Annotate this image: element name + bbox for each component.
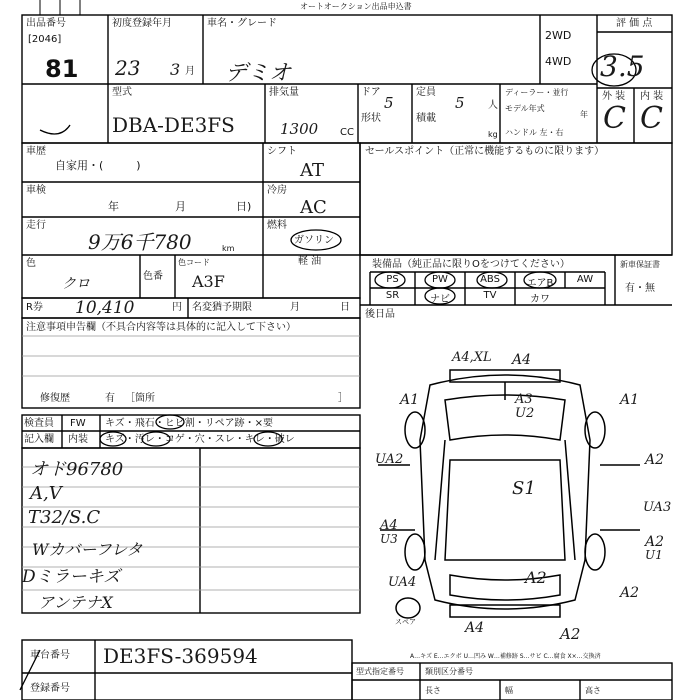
inspector-inner: 内装 (68, 434, 88, 445)
inspection-day: 日) (236, 200, 252, 213)
equip-sr: SR (385, 290, 400, 301)
form-width: 幅 (505, 686, 513, 695)
equip-tv: TV (483, 290, 497, 301)
dmg-mark: U1 (645, 548, 663, 562)
form-length: 長さ (425, 686, 441, 695)
dmg-mark: UA3 (643, 500, 672, 515)
reg-expiry-month: 月 (290, 302, 300, 313)
doors-label: ドア (361, 87, 381, 98)
dmg-mark: A3 (515, 392, 533, 407)
dmg-mark: U3 (380, 532, 398, 546)
load-unit: kg (488, 130, 498, 139)
history-value: 自家用・( ) (55, 159, 141, 172)
inspector-fw: FW (70, 418, 86, 429)
grade-value: 3.5 (600, 50, 645, 83)
hw-note-2: A,V (30, 483, 62, 504)
hw-note-6: アンテナX (38, 593, 113, 612)
model-label: 型式 (112, 87, 132, 98)
dmg-mark: UA2 (375, 452, 404, 467)
repair-place: ［箇所 (125, 393, 155, 404)
lot-no-value: 81 (45, 55, 79, 83)
inspector-label: 検査員 (24, 418, 54, 429)
inspector-row1: キズ・飛石・ヒビ割・リペア跡・×要 (105, 418, 273, 429)
first-reg-month-unit: 月 (185, 66, 195, 77)
dmg-mark: A2 (560, 625, 581, 643)
hw-note-3: T32/S.C (28, 507, 101, 528)
lot-no-sub: [2046] (28, 34, 62, 45)
drive-2wd: 2WD (545, 29, 572, 42)
interior-label: 内 装 (640, 91, 664, 102)
first-reg-year: 23 (115, 56, 141, 80)
recycle-value: 10,410 (75, 298, 135, 318)
shape-label: 形状 (361, 113, 381, 124)
dmg-mark: UA4 (388, 575, 417, 590)
reg-expiry-label: 名変猶予期限 (192, 302, 252, 313)
recycle-label: R券 (26, 302, 43, 313)
form-class: 類別区分番号 (425, 667, 473, 676)
inspection-label: 車検 (26, 185, 46, 196)
repair-close: ］ (338, 393, 348, 404)
model-year-unit: 年 (580, 110, 588, 119)
dmg-mark: A2 (645, 452, 665, 468)
name-grade-label: 車名・グレード (207, 18, 277, 29)
mileage-unit: km (222, 244, 235, 253)
reg-expiry-day: 日 (340, 302, 350, 313)
form-height: 高さ (585, 686, 601, 695)
color-code-label: 色コード (178, 258, 210, 267)
mileage-label: 走行 (26, 220, 46, 231)
displacement-value: 1300 (280, 120, 319, 138)
name-grade-value: デミオ (225, 61, 292, 86)
displacement-label: 排気量 (269, 87, 299, 98)
handle-label: ハンドル 左・右 (505, 128, 564, 137)
first-reg-month: 3 (170, 60, 181, 79)
warranty-value: 有・無 (625, 283, 655, 294)
capacity-unit: 人 (488, 100, 498, 111)
shift-value: AT (300, 160, 325, 181)
doors-value: 5 (384, 94, 394, 112)
inspection-month: 月 (175, 200, 186, 213)
inspector-label-2: 記入欄 (24, 434, 54, 445)
load-label: 積載 (416, 113, 436, 124)
color-number-label: 色番 (143, 271, 163, 282)
dmg-mark: A4 (380, 518, 398, 533)
aircon-label: 冷房 (267, 185, 287, 196)
equip-airbag: エアB (526, 278, 554, 289)
equip-ps: PS (386, 274, 399, 285)
interior-value: C (640, 101, 663, 136)
equip-navi: ナビ (430, 294, 450, 305)
later-date-label: 後日品 (365, 309, 395, 320)
displacement-unit: CC (340, 127, 354, 138)
drive-4wd: 4WD (545, 55, 572, 68)
dmg-mark: A4 (512, 352, 532, 368)
color-label: 色 (26, 258, 36, 269)
spare-label: スペア (395, 618, 416, 626)
warranty-label: 新車保証書 (620, 260, 660, 269)
dmg-mark: A1 (620, 392, 640, 408)
dmg-mark: A2 (645, 534, 665, 550)
model-year-label: モデル年式 (505, 104, 545, 113)
history-label: 車歴 (26, 146, 46, 157)
hw-note-5: Dミラーキズ (22, 567, 121, 587)
exterior-label: 外 装 (602, 91, 626, 102)
aircon-value: AC (300, 197, 327, 218)
hw-note-4: Wカバーフレタ (32, 540, 143, 559)
dmg-mark: A1 (400, 392, 420, 408)
dealer-label: ディーラー・並行 (505, 88, 569, 97)
dmg-mark: S1 (512, 478, 536, 499)
equip-abs: ABS (480, 274, 500, 285)
grade-label: 評 価 点 (616, 18, 653, 29)
capacity-value: 5 (455, 94, 465, 112)
fuel-gasoline: ガソリン (294, 235, 334, 246)
sales-point-label: セールスポイント（正常に機能するものに限ります） (365, 146, 605, 157)
equipment-label: 装備品（純正品に限りOをつけてください） (372, 259, 570, 270)
dmg-mark: A4 (465, 620, 485, 636)
repair-value: 有 (105, 393, 115, 404)
damage-legend: A…キズ E…エクボ U…凹み W…補修跡 S…サビ C…腐食 X×…交換済 (410, 653, 601, 660)
chassis-label: 車台番号 (30, 650, 70, 661)
dmg-mark: A2 (620, 585, 640, 601)
color-value: クロ (62, 276, 90, 292)
chassis-value: DE3FS-369594 (103, 644, 258, 668)
hw-note-1: オド96780 (30, 459, 124, 480)
fuel-label: 燃料 (267, 220, 287, 231)
notes-label: 注意事項申告欄（不具合内容等は具体的に記入して下さい） (26, 322, 296, 333)
repair-label: 修復歴 (40, 393, 70, 404)
color-code: A3F (192, 272, 225, 291)
inspector-row2: キズ・汚レ・コゲ・穴・スレ・キレ・破レ (105, 434, 295, 445)
model-value: DBA-DE3FS (112, 113, 235, 137)
exterior-value: C (603, 101, 626, 136)
lot-no-label: 出品番号 (26, 18, 66, 29)
shift-label: シフト (267, 146, 297, 157)
fuel-diesel: 軽 油 (298, 256, 322, 267)
dmg-mark: A4,XL (452, 350, 492, 365)
equip-aw: AW (576, 274, 594, 285)
form-shape: 型式指定番号 (356, 667, 404, 676)
recycle-unit: 円 (172, 302, 182, 313)
equip-leather: カワ (530, 294, 550, 305)
form-header: オートオークション出品申込書 (300, 2, 412, 11)
inspection-year: 年 (108, 200, 119, 213)
mileage-value: 9万6千780 (88, 230, 192, 254)
dmg-mark: U2 (515, 406, 535, 421)
reg-no-label: 登録番号 (30, 683, 70, 694)
capacity-label: 定員 (416, 87, 436, 98)
equip-pw: PW (432, 274, 448, 285)
dmg-mark: A2 (525, 568, 547, 587)
first-reg-label: 初度登録年月 (112, 18, 172, 29)
